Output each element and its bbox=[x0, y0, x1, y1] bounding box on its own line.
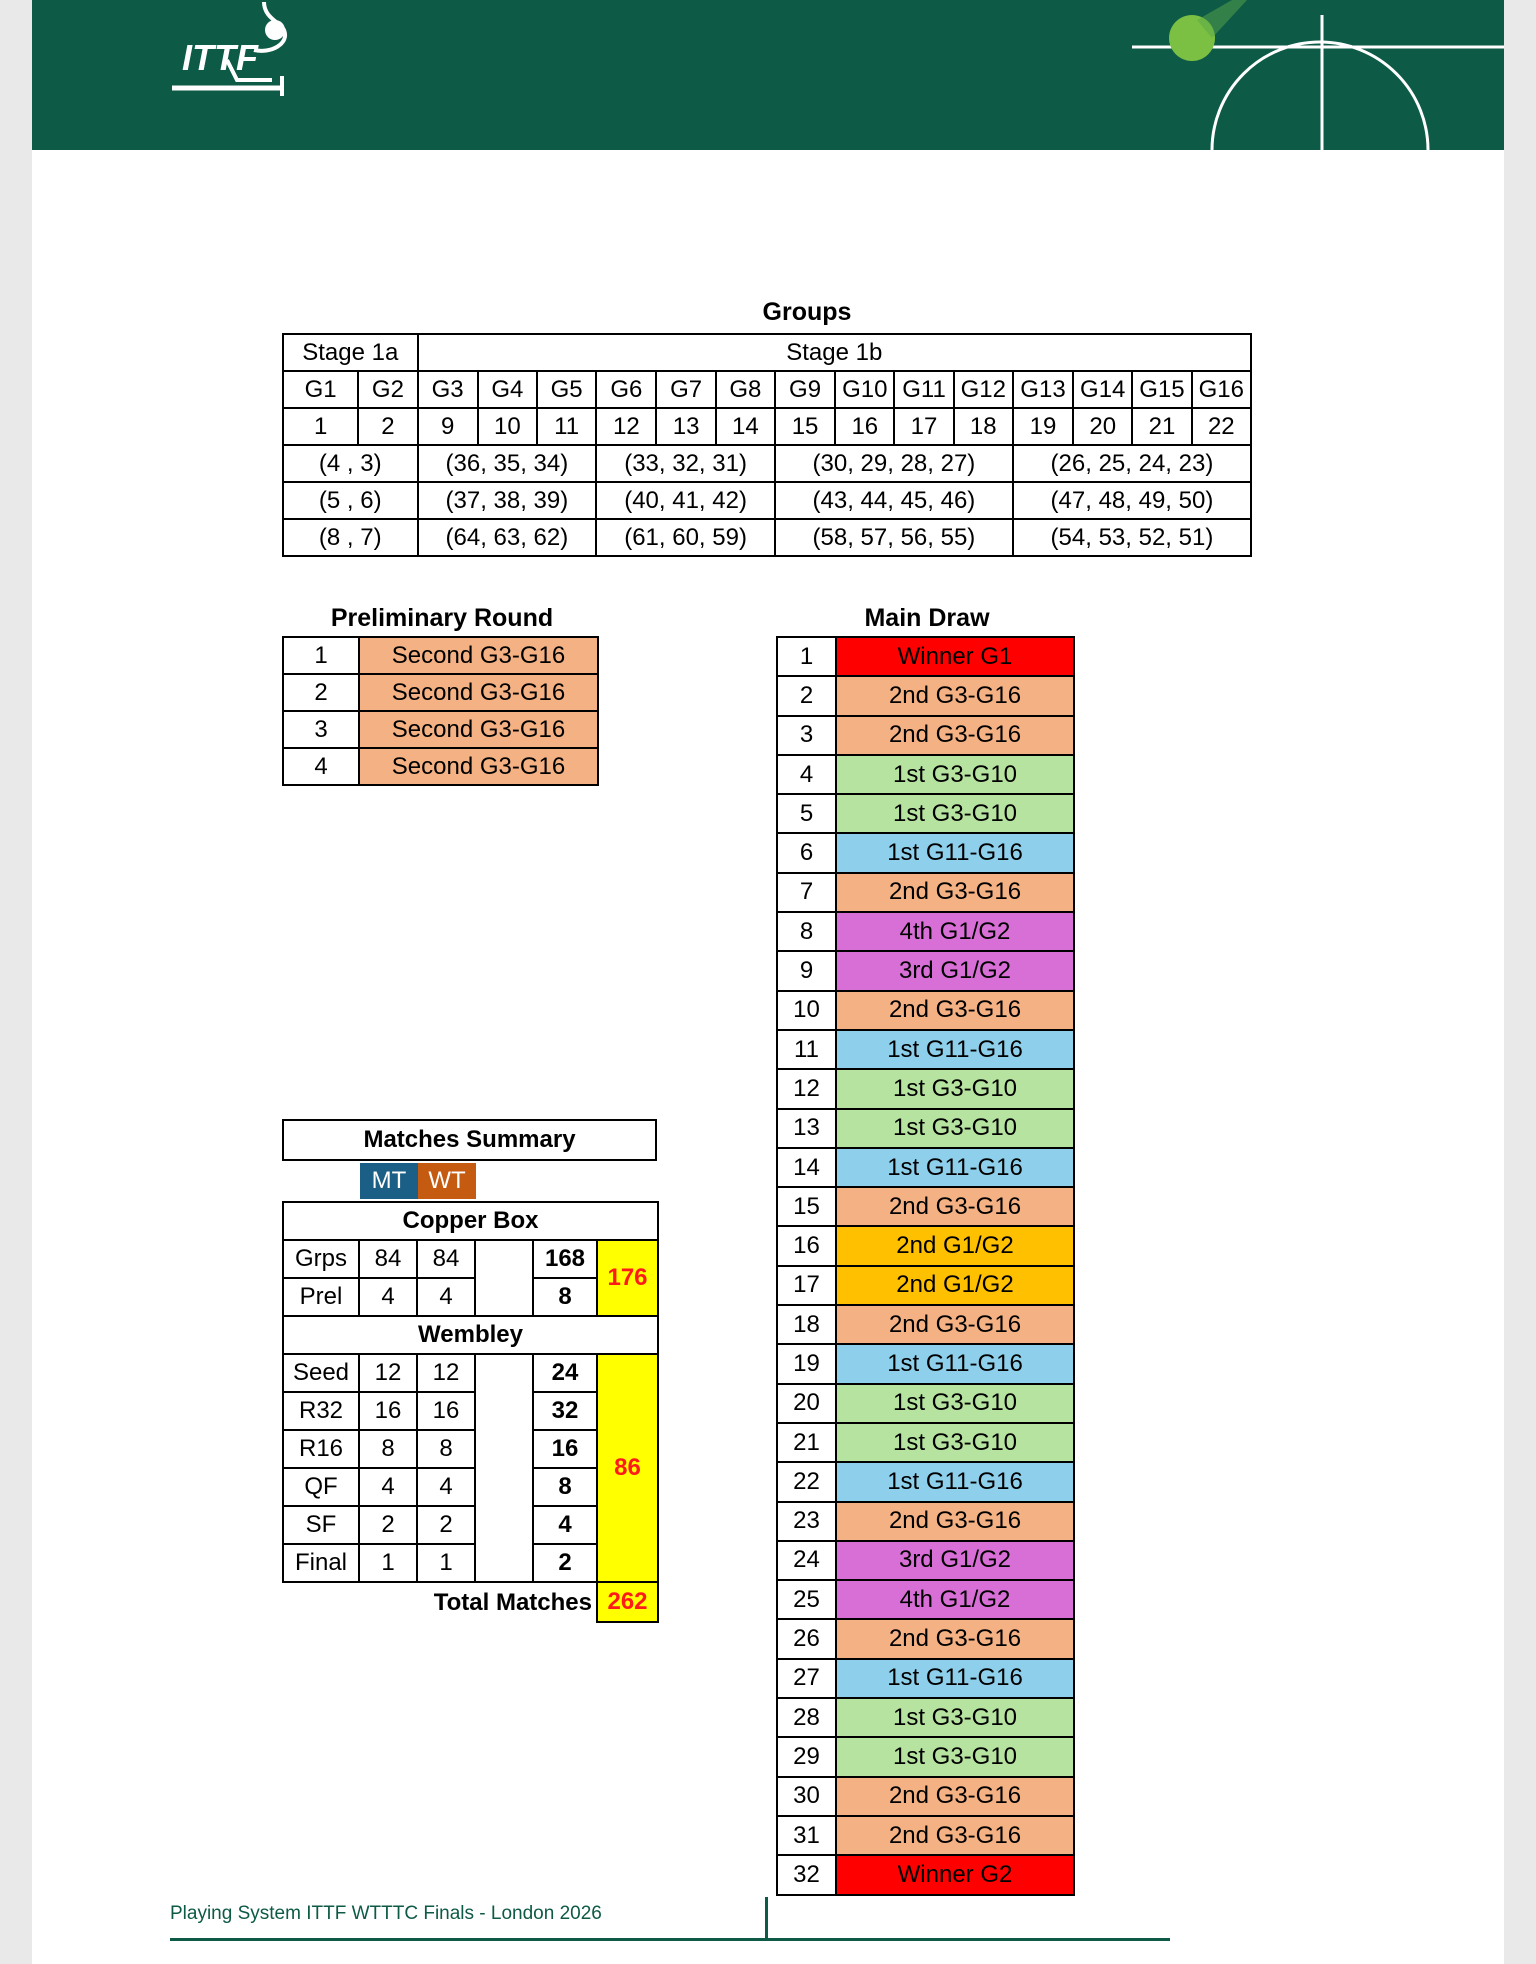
preliminary-title: Preliminary Round bbox=[330, 604, 554, 632]
wt-count: 1 bbox=[417, 1544, 475, 1582]
main-draw-row bbox=[777, 794, 1074, 833]
round-label: R16 bbox=[283, 1430, 359, 1468]
main-draw-num: 26 bbox=[777, 1619, 836, 1658]
preliminary-num: 4 bbox=[283, 748, 359, 785]
round-sum: 2 bbox=[533, 1544, 597, 1582]
main-draw-num: 30 bbox=[777, 1777, 836, 1816]
main-draw-label: 2nd G3-G16 bbox=[836, 716, 1074, 755]
seeding-row bbox=[283, 519, 1251, 556]
seeding-row bbox=[283, 445, 1251, 482]
main-draw-num: 8 bbox=[777, 912, 836, 951]
total-value: 262 bbox=[597, 1582, 658, 1622]
main-draw-title: Main Draw bbox=[864, 604, 990, 632]
summary-legend bbox=[360, 1163, 476, 1199]
main-draw-label: 2nd G3-G16 bbox=[836, 1816, 1074, 1855]
main-draw-num: 24 bbox=[777, 1541, 836, 1580]
group-label-cell: G1 bbox=[283, 371, 358, 408]
main-draw-label: 2nd G1/G2 bbox=[836, 1226, 1074, 1265]
round-sum: 24 bbox=[533, 1354, 597, 1392]
legend-wt: WT bbox=[418, 1163, 476, 1199]
main-draw-row bbox=[777, 991, 1074, 1030]
empty-cell bbox=[475, 1354, 533, 1582]
main-draw-row bbox=[777, 1659, 1074, 1698]
main-draw-row bbox=[777, 676, 1074, 715]
main-draw-num: 25 bbox=[777, 1580, 836, 1619]
main-draw-label: 1st G3-G10 bbox=[836, 794, 1074, 833]
preliminary-label: Second G3-G16 bbox=[359, 748, 598, 785]
main-draw-row bbox=[777, 1502, 1074, 1541]
main-draw-row bbox=[777, 1541, 1074, 1580]
group-number-cell: 19 bbox=[1013, 408, 1073, 445]
main-draw-label: 1st G3-G10 bbox=[836, 1698, 1074, 1737]
mt-count: 8 bbox=[359, 1430, 417, 1468]
summary-title: Matches Summary bbox=[283, 1120, 656, 1160]
document-page bbox=[32, 0, 1504, 1964]
ittf-logo-icon bbox=[172, 2, 285, 96]
main-draw-label: 4th G1/G2 bbox=[836, 1580, 1074, 1619]
group-label-cell: G12 bbox=[954, 371, 1013, 408]
header-banner bbox=[32, 0, 1504, 150]
main-draw-row bbox=[777, 1344, 1074, 1383]
preliminary-row bbox=[283, 674, 598, 711]
mt-count: 12 bbox=[359, 1354, 417, 1392]
main-draw-num: 13 bbox=[777, 1109, 836, 1148]
main-draw-label: 4th G1/G2 bbox=[836, 912, 1074, 951]
stage-1b-header: Stage 1b bbox=[418, 334, 1251, 371]
seeding-cell: (33, 32, 31) bbox=[596, 445, 775, 482]
preliminary-num: 2 bbox=[283, 674, 359, 711]
round-sum: 4 bbox=[533, 1506, 597, 1544]
preliminary-num: 1 bbox=[283, 637, 359, 674]
main-draw-num: 18 bbox=[777, 1305, 836, 1344]
main-draw-label: 2nd G3-G16 bbox=[836, 1305, 1074, 1344]
preliminary-label: Second G3-G16 bbox=[359, 674, 598, 711]
main-draw-num: 14 bbox=[777, 1148, 836, 1187]
seeding-cell: (61, 60, 59) bbox=[596, 519, 775, 556]
round-sum: 8 bbox=[533, 1278, 597, 1316]
group-number-cell: 1 bbox=[283, 408, 358, 445]
round-label: Prel bbox=[283, 1278, 359, 1316]
group-label-cell: G16 bbox=[1192, 371, 1251, 408]
main-draw-num: 21 bbox=[777, 1423, 836, 1462]
main-draw-row bbox=[777, 1187, 1074, 1226]
round-label: SF bbox=[283, 1506, 359, 1544]
main-draw-label: 3rd G1/G2 bbox=[836, 1541, 1074, 1580]
main-draw-num: 3 bbox=[777, 716, 836, 755]
venue-title: Copper Box bbox=[283, 1202, 658, 1240]
preliminary-row bbox=[283, 711, 598, 748]
preliminary-table bbox=[282, 636, 599, 786]
main-draw-num: 27 bbox=[777, 1659, 836, 1698]
main-draw-row bbox=[777, 833, 1074, 872]
preliminary-label: Second G3-G16 bbox=[359, 637, 598, 674]
group-number-cell: 18 bbox=[954, 408, 1013, 445]
main-draw-row bbox=[777, 1737, 1074, 1776]
main-draw-label: 1st G3-G10 bbox=[836, 1423, 1074, 1462]
venue-total: 86 bbox=[597, 1354, 658, 1582]
group-label-cell: G10 bbox=[835, 371, 894, 408]
round-sum: 16 bbox=[533, 1430, 597, 1468]
seeding-cell: (8 , 7) bbox=[283, 519, 418, 556]
group-label-cell: G5 bbox=[537, 371, 596, 408]
main-draw-label: 1st G11-G16 bbox=[836, 1030, 1074, 1069]
main-draw-row bbox=[777, 1266, 1074, 1305]
group-label-cell: G13 bbox=[1013, 371, 1073, 408]
svg-text:ITTF: ITTF bbox=[182, 37, 258, 78]
main-draw-num: 12 bbox=[777, 1069, 836, 1108]
main-draw-label: 2nd G3-G16 bbox=[836, 873, 1074, 912]
wt-count: 16 bbox=[417, 1392, 475, 1430]
main-draw-row bbox=[777, 1777, 1074, 1816]
main-draw-row bbox=[777, 1855, 1074, 1894]
group-labels-row bbox=[283, 371, 1251, 408]
mt-count: 16 bbox=[359, 1392, 417, 1430]
main-draw-label: 2nd G1/G2 bbox=[836, 1266, 1074, 1305]
group-label-cell: G4 bbox=[478, 371, 537, 408]
main-draw-row bbox=[777, 1816, 1074, 1855]
main-draw-label: Winner G2 bbox=[836, 1855, 1074, 1894]
group-label-cell: G2 bbox=[358, 371, 417, 408]
main-draw-num: 4 bbox=[777, 755, 836, 794]
main-draw-row bbox=[777, 1462, 1074, 1501]
seeding-cell: (5 , 6) bbox=[283, 482, 418, 519]
group-number-cell: 22 bbox=[1192, 408, 1251, 445]
main-draw-label: 1st G11-G16 bbox=[836, 1148, 1074, 1187]
seeding-cell: (47, 48, 49, 50) bbox=[1013, 482, 1251, 519]
footer-tick bbox=[765, 1897, 768, 1940]
group-label-cell: G11 bbox=[894, 371, 953, 408]
main-draw-label: 2nd G3-G16 bbox=[836, 1502, 1074, 1541]
group-label-cell: G9 bbox=[775, 371, 835, 408]
preliminary-row bbox=[283, 637, 598, 674]
main-draw-num: 23 bbox=[777, 1502, 836, 1541]
main-draw-row bbox=[777, 1384, 1074, 1423]
legend-mt: MT bbox=[360, 1163, 418, 1199]
preliminary-row bbox=[283, 748, 598, 785]
mt-count: 4 bbox=[359, 1278, 417, 1316]
group-label-cell: G15 bbox=[1132, 371, 1191, 408]
main-draw-label: 1st G11-G16 bbox=[836, 833, 1074, 872]
wt-count: 4 bbox=[417, 1468, 475, 1506]
seeding-row bbox=[283, 482, 1251, 519]
main-draw-num: 11 bbox=[777, 1030, 836, 1069]
main-draw-row bbox=[777, 1305, 1074, 1344]
main-draw-table bbox=[776, 636, 1075, 1896]
main-draw-label: 3rd G1/G2 bbox=[836, 951, 1074, 990]
seeding-cell: (64, 63, 62) bbox=[418, 519, 597, 556]
group-label-cell: G6 bbox=[596, 371, 656, 408]
preliminary-num: 3 bbox=[283, 711, 359, 748]
seeding-cell: (58, 57, 56, 55) bbox=[775, 519, 1013, 556]
round-label: Seed bbox=[283, 1354, 359, 1392]
main-draw-row bbox=[777, 1069, 1074, 1108]
seeding-cell: (26, 25, 24, 23) bbox=[1013, 445, 1251, 482]
round-label: R32 bbox=[283, 1392, 359, 1430]
group-number-cell: 14 bbox=[716, 408, 775, 445]
main-draw-num: 5 bbox=[777, 794, 836, 833]
group-number-cell: 13 bbox=[656, 408, 715, 445]
group-numbers-row bbox=[283, 408, 1251, 445]
main-draw-label: 1st G3-G10 bbox=[836, 1737, 1074, 1776]
total-label: Total Matches bbox=[433, 1588, 592, 1616]
venue-title-row bbox=[283, 1316, 658, 1354]
main-draw-num: 29 bbox=[777, 1737, 836, 1776]
main-draw-row bbox=[777, 637, 1074, 676]
summary-table bbox=[282, 1201, 659, 1623]
seeding-cell: (40, 41, 42) bbox=[596, 482, 775, 519]
venue-total: 176 bbox=[597, 1240, 658, 1316]
round-sum: 32 bbox=[533, 1392, 597, 1430]
summary-title-box bbox=[282, 1119, 657, 1161]
main-draw-num: 6 bbox=[777, 833, 836, 872]
summary-row bbox=[283, 1240, 658, 1278]
round-sum: 8 bbox=[533, 1468, 597, 1506]
group-number-cell: 2 bbox=[358, 408, 417, 445]
main-draw-label: Winner G1 bbox=[836, 637, 1074, 676]
header-artwork bbox=[32, 0, 1504, 150]
main-draw-row bbox=[777, 873, 1074, 912]
group-number-cell: 17 bbox=[894, 408, 953, 445]
round-sum: 168 bbox=[533, 1240, 597, 1278]
main-draw-num: 7 bbox=[777, 873, 836, 912]
main-draw-num: 22 bbox=[777, 1462, 836, 1501]
main-draw-row bbox=[777, 1148, 1074, 1187]
main-draw-row bbox=[777, 1619, 1074, 1658]
mt-count: 1 bbox=[359, 1544, 417, 1582]
venue-title: Wembley bbox=[283, 1316, 658, 1354]
main-draw-num: 10 bbox=[777, 991, 836, 1030]
main-draw-label: 1st G3-G10 bbox=[836, 1109, 1074, 1148]
seeding-cell: (36, 35, 34) bbox=[418, 445, 597, 482]
main-draw-label: 1st G11-G16 bbox=[836, 1462, 1074, 1501]
group-label-cell: G3 bbox=[418, 371, 478, 408]
summary-row bbox=[283, 1354, 658, 1392]
main-draw-num: 19 bbox=[777, 1344, 836, 1383]
group-label-cell: G8 bbox=[716, 371, 775, 408]
main-draw-row bbox=[777, 912, 1074, 951]
main-draw-label: 1st G3-G10 bbox=[836, 755, 1074, 794]
round-label: Final bbox=[283, 1544, 359, 1582]
main-draw-num: 15 bbox=[777, 1187, 836, 1226]
main-draw-label: 1st G3-G10 bbox=[836, 1384, 1074, 1423]
main-draw-label: 2nd G3-G16 bbox=[836, 676, 1074, 715]
main-draw-row bbox=[777, 1423, 1074, 1462]
main-draw-label: 2nd G3-G16 bbox=[836, 1619, 1074, 1658]
seeding-cell: (54, 53, 52, 51) bbox=[1013, 519, 1251, 556]
main-draw-num: 32 bbox=[777, 1855, 836, 1894]
groups-table bbox=[282, 333, 1252, 557]
main-draw-num: 1 bbox=[777, 637, 836, 676]
mt-count: 2 bbox=[359, 1506, 417, 1544]
main-draw-label: 1st G11-G16 bbox=[836, 1659, 1074, 1698]
group-number-cell: 21 bbox=[1132, 408, 1191, 445]
main-draw-label: 2nd G3-G16 bbox=[836, 1187, 1074, 1226]
stage-1a-header: Stage 1a bbox=[283, 334, 418, 371]
main-draw-num: 2 bbox=[777, 676, 836, 715]
main-draw-row bbox=[777, 755, 1074, 794]
group-number-cell: 9 bbox=[418, 408, 478, 445]
main-draw-label: 1st G11-G16 bbox=[836, 1344, 1074, 1383]
footer-divider bbox=[170, 1938, 1170, 1941]
seeding-cell: (37, 38, 39) bbox=[418, 482, 597, 519]
groups-title: Groups bbox=[762, 298, 852, 326]
group-number-cell: 20 bbox=[1073, 408, 1132, 445]
total-row bbox=[283, 1582, 658, 1622]
mt-count: 84 bbox=[359, 1240, 417, 1278]
wt-count: 84 bbox=[417, 1240, 475, 1278]
group-number-cell: 10 bbox=[478, 408, 537, 445]
wt-count: 2 bbox=[417, 1506, 475, 1544]
group-number-cell: 16 bbox=[835, 408, 894, 445]
group-number-cell: 12 bbox=[596, 408, 656, 445]
main-draw-num: 31 bbox=[777, 1816, 836, 1855]
group-number-cell: 15 bbox=[775, 408, 835, 445]
main-draw-num: 20 bbox=[777, 1384, 836, 1423]
main-draw-row bbox=[777, 1580, 1074, 1619]
seeding-cell: (30, 29, 28, 27) bbox=[775, 445, 1013, 482]
main-draw-num: 17 bbox=[777, 1266, 836, 1305]
round-label: Grps bbox=[283, 1240, 359, 1278]
main-draw-row bbox=[777, 1226, 1074, 1265]
main-draw-row bbox=[777, 1030, 1074, 1069]
group-label-cell: G14 bbox=[1073, 371, 1132, 408]
wt-count: 4 bbox=[417, 1278, 475, 1316]
footer-text: Playing System ITTF WTTTC Finals - London 2026 bbox=[170, 1903, 602, 1924]
seeding-cell: (43, 44, 45, 46) bbox=[775, 482, 1013, 519]
group-number-cell: 11 bbox=[537, 408, 596, 445]
main-draw-num: 16 bbox=[777, 1226, 836, 1265]
wt-count: 8 bbox=[417, 1430, 475, 1468]
main-draw-num: 9 bbox=[777, 951, 836, 990]
group-label-cell: G7 bbox=[656, 371, 715, 408]
empty-cell bbox=[475, 1240, 533, 1316]
main-draw-row bbox=[777, 1109, 1074, 1148]
seeding-cell: (4 , 3) bbox=[283, 445, 418, 482]
main-draw-label: 2nd G3-G16 bbox=[836, 991, 1074, 1030]
round-label: QF bbox=[283, 1468, 359, 1506]
wt-count: 12 bbox=[417, 1354, 475, 1392]
main-draw-row bbox=[777, 1698, 1074, 1737]
main-draw-num: 28 bbox=[777, 1698, 836, 1737]
preliminary-label: Second G3-G16 bbox=[359, 711, 598, 748]
main-draw-row bbox=[777, 716, 1074, 755]
main-draw-row bbox=[777, 951, 1074, 990]
mt-count: 4 bbox=[359, 1468, 417, 1506]
venue-title-row bbox=[283, 1202, 658, 1240]
main-draw-label: 2nd G3-G16 bbox=[836, 1777, 1074, 1816]
main-draw-label: 1st G3-G10 bbox=[836, 1069, 1074, 1108]
